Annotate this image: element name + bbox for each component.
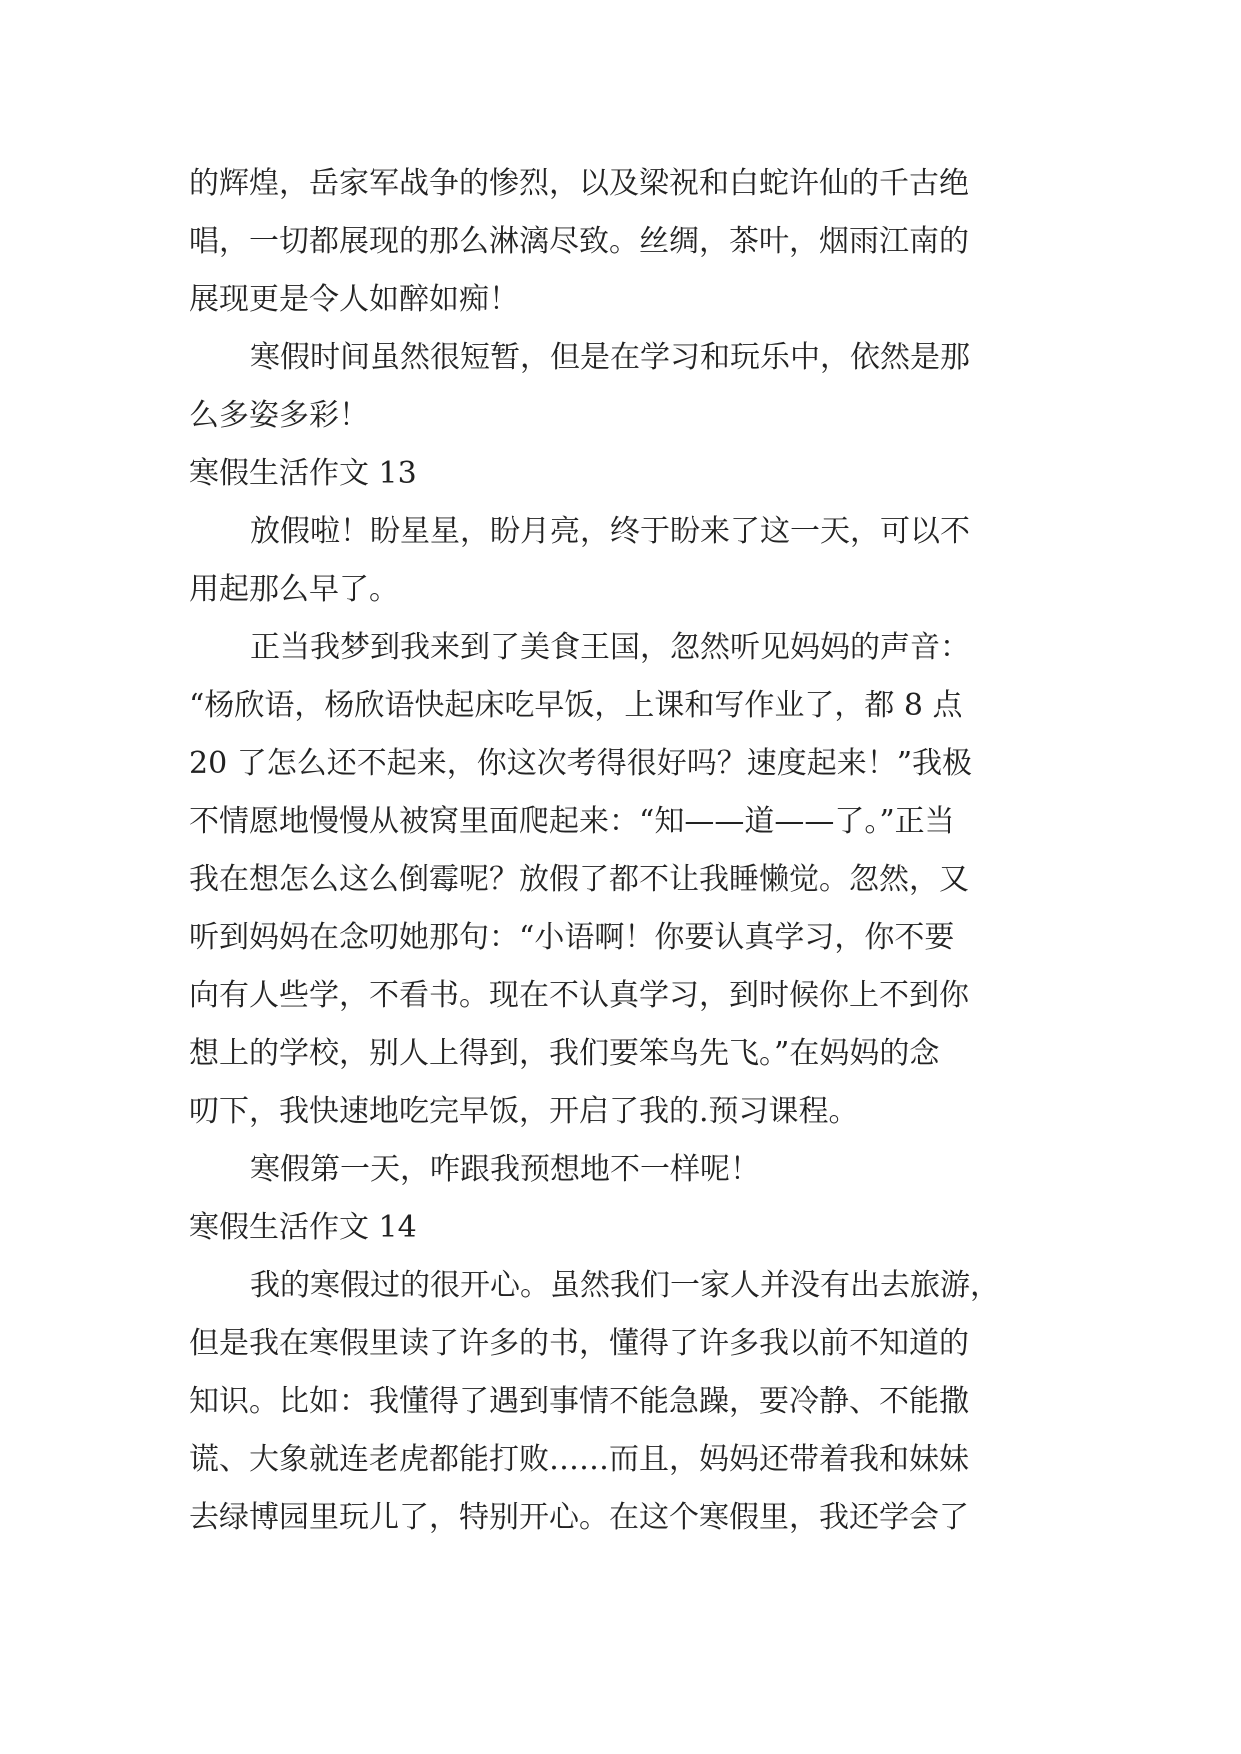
body-line: 听到妈妈在念叨她那句：“小语啊！你要认真学习，你不要 <box>189 920 955 955</box>
section-heading: 寒假生活作文 14 <box>189 1210 417 1245</box>
document-body <box>189 155 1069 1547</box>
body-line: 20 了怎么还不起来，你这次考得很好吗？速度起来！”我极 <box>189 746 973 781</box>
paragraph-first-line: 寒假时间虽然很短暂，但是在学习和玩乐中，依然是那 <box>250 340 970 375</box>
body-line: 不情愿地慢慢从被窝里面爬起来：“知——道——了。”正当 <box>189 804 955 839</box>
body-line: 我在想怎么这么倒霉呢？放假了都不让我睡懒觉。忽然，又 <box>189 862 969 897</box>
body-line: “杨欣语，杨欣语快起床吃早饭，上课和写作业了，都 8 点 <box>189 688 963 723</box>
paragraph-first-line: 放假啦！盼星星，盼月亮，终于盼来了这一天，可以不 <box>250 514 970 549</box>
paragraph-first-line: 寒假第一天，咋跟我预想地不一样呢！ <box>250 1152 760 1187</box>
body-line: 用起那么早了。 <box>189 572 399 607</box>
body-line: 去绿博园里玩儿了，特别开心。在这个寒假里，我还学会了 <box>189 1500 969 1535</box>
body-line: 想上的学校，别人上得到，我们要笨鸟先飞。”在妈妈的念 <box>189 1036 940 1071</box>
paragraph-first-line: 正当我梦到我来到了美食王国，忽然听见妈妈的声音： <box>250 630 970 665</box>
paragraph-first-line: 我的寒假过的很开心。虽然我们一家人并没有出去旅游， <box>250 1268 1000 1303</box>
body-line: 但是我在寒假里读了许多的书，懂得了许多我以前不知道的 <box>189 1326 969 1361</box>
body-line: 展现更是令人如醉如痴！ <box>189 282 519 317</box>
body-line: 叨下，我快速地吃完早饭，开启了我的.预习课程。 <box>189 1094 859 1129</box>
section-heading: 寒假生活作文 13 <box>189 456 417 491</box>
body-line: 知识。比如：我懂得了遇到事情不能急躁，要冷静、不能撒 <box>189 1384 969 1419</box>
body-line: 的辉煌，岳家军战争的惨烈，以及梁祝和白蛇许仙的千古绝 <box>189 166 969 201</box>
body-line: 向有人些学，不看书。现在不认真学习，到时候你上不到你 <box>189 978 969 1013</box>
body-line: 么多姿多彩！ <box>189 398 369 433</box>
body-line: 谎、大象就连老虎都能打败……而且，妈妈还带着我和妹妹 <box>189 1442 969 1477</box>
body-line: 唱，一切都展现的那么淋漓尽致。丝绸，茶叶，烟雨江南的 <box>189 224 969 259</box>
